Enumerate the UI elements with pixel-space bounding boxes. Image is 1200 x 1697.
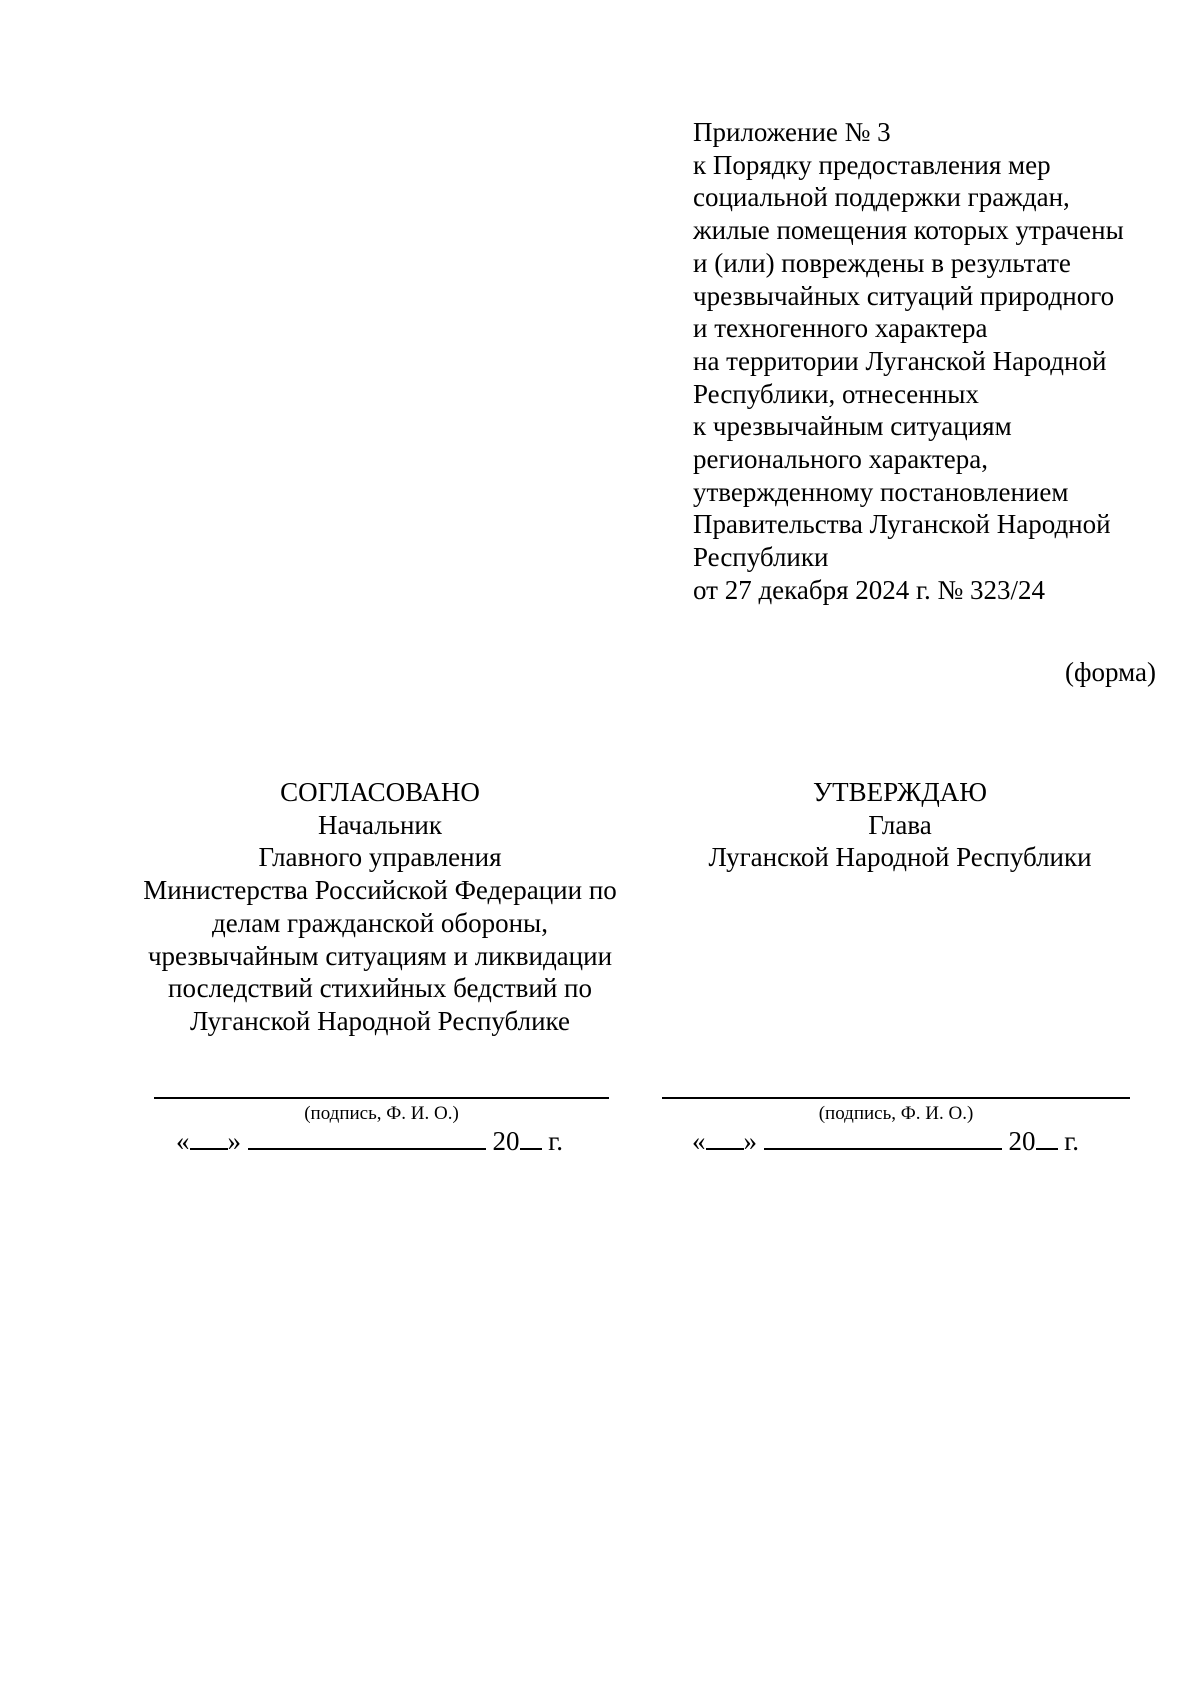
- appendix-line: Республики: [693, 542, 829, 573]
- approved-year-blank[interactable]: [1036, 1126, 1058, 1150]
- appendix-line: регионального характера,: [693, 444, 988, 475]
- appendix-line: Республики, отнесенных: [693, 378, 979, 409]
- appendix-line: к чрезвычайным ситуациям: [693, 411, 1012, 442]
- agreed-line: Начальник: [317, 809, 442, 840]
- appendix-line: на территории Луганской Народной: [693, 345, 1107, 376]
- year-prefix: 20: [1008, 1126, 1036, 1156]
- agreed-year-blank[interactable]: [520, 1126, 542, 1150]
- appendix-line: и (или) повреждены в результате: [693, 247, 1071, 278]
- agreed-heading: СОГЛАСОВАНО: [280, 777, 480, 807]
- approved-line: Луганской Народной Республики: [708, 842, 1092, 873]
- appendix-line: Правительства Луганской Народной: [693, 509, 1111, 540]
- appendix-line: к Порядку предоставления мер: [693, 149, 1051, 180]
- appendix-header: [693, 116, 1163, 607]
- approved-line: Глава: [868, 809, 932, 840]
- agreed-signature-line[interactable]: [154, 1097, 609, 1099]
- appendix-line: Приложение № 3: [693, 117, 891, 147]
- form-label: (форма): [1065, 657, 1156, 687]
- appendix-line: утвержденному постановлением: [693, 476, 1069, 507]
- close-quote: »: [227, 1126, 241, 1156]
- year-suffix: г.: [548, 1126, 564, 1156]
- appendix-line: и техногенного характера: [693, 313, 988, 344]
- appendix-line: жилые помещения которых утрачены: [693, 215, 1124, 246]
- approved-signature-line[interactable]: [662, 1097, 1130, 1099]
- appendix-line: от 27 декабря 2024 г. № 323/24: [693, 574, 1046, 605]
- agreed-block: [120, 776, 640, 1038]
- agreed-line: чрезвычайным ситуациям и ликвидации: [147, 940, 613, 971]
- approved-block: [660, 776, 1140, 874]
- open-quote: «: [176, 1126, 190, 1156]
- approved-date-row: [692, 1125, 1079, 1157]
- appendix-line: социальной поддержки граждан,: [693, 182, 1070, 213]
- agreed-line: делам гражданской обороны,: [212, 907, 548, 938]
- approved-signature-caption: (подпись, Ф. И. О.): [818, 1103, 974, 1124]
- year-prefix: 20: [492, 1126, 520, 1156]
- appendix-line: чрезвычайных ситуаций природного: [693, 280, 1115, 311]
- agreed-line: Луганской Народной Республике: [190, 1005, 570, 1036]
- open-quote: «: [692, 1126, 706, 1156]
- close-quote: »: [743, 1126, 757, 1156]
- agreed-month-blank[interactable]: [248, 1126, 486, 1150]
- agreed-signature-caption: (подпись, Ф. И. О.): [304, 1103, 459, 1124]
- approved-month-blank[interactable]: [764, 1126, 1002, 1150]
- agreed-line: последствий стихийных бедствий по: [168, 973, 592, 1004]
- approved-day-blank[interactable]: [706, 1126, 744, 1150]
- agreed-line: Министерства Российской Федерации по: [143, 875, 617, 906]
- agreed-line: Главного управления: [258, 842, 502, 873]
- year-suffix: г.: [1064, 1126, 1080, 1156]
- agreed-day-blank[interactable]: [190, 1126, 228, 1150]
- approved-heading: УТВЕРЖДАЮ: [812, 777, 988, 807]
- agreed-date-row: [176, 1125, 563, 1157]
